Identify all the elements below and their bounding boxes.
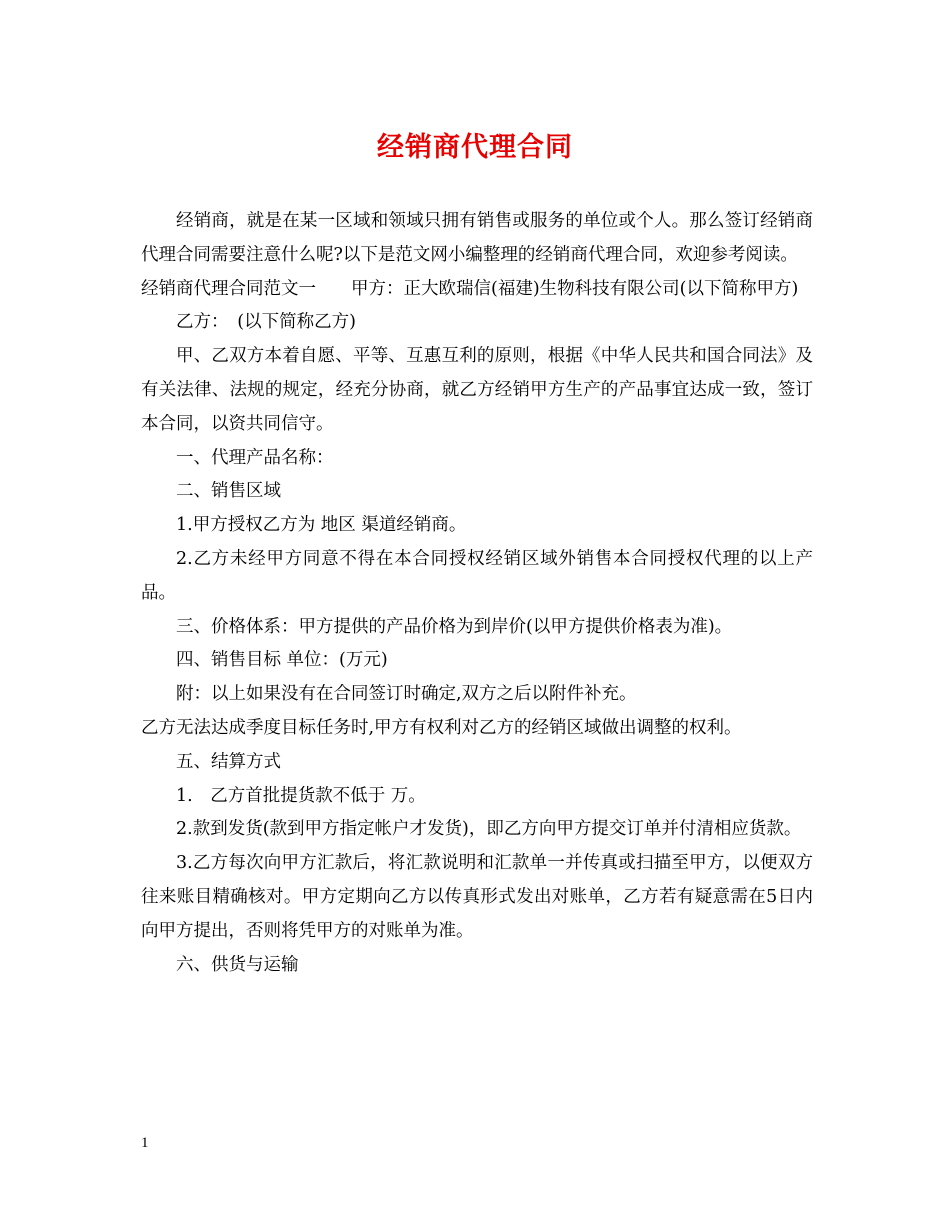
- document-title: 经销商代理合同: [377, 132, 573, 163]
- paragraph: 甲、乙双方本着自愿、平等、互惠互利的原则，根据《中华人民共和国合同法》及有关法律、法规的规定，经充分协商，就乙方经销甲方生产的产品事宜达成一致，签订本合同，以资共同信守。: [141, 346, 813, 434]
- paragraph: 经销商，就是在某一区域和领域只拥有销售或服务的单位或个人。那么签订经销商代理合同需要注意什么呢?以下是范文网小编整理的经销商代理合同，欢迎参考阅读。: [141, 211, 813, 265]
- paragraph: 1.甲方授权乙方为 地区 渠道经销商。: [176, 515, 467, 536]
- paragraph: 乙方： (以下简称乙方): [176, 312, 356, 333]
- paragraph: 三、价格体系：甲方提供的产品价格为到岸价(以甲方提供价格表为准)。: [176, 616, 733, 637]
- paragraph: 五、结算方式: [176, 751, 281, 772]
- paragraph: 1. 乙方首批提货款不低于 万。: [176, 785, 426, 806]
- paragraph: 2.款到发货(款到甲方指定帐户才发货)，即乙方向甲方提交订单并付清相应货款。: [176, 819, 802, 840]
- document-body: [141, 205, 813, 982]
- paragraph: 一、代理产品名称：: [176, 447, 334, 468]
- paragraph: 乙方无法达成季度目标任务时,甲方有权利对乙方的经销区域做出调整的权利。: [141, 717, 742, 738]
- paragraph: 3.乙方每次向甲方汇款后，将汇款说明和汇款单一并传真或扫描至甲方，以便双方往来账目精确核对。甲方定期向乙方以传真形式发出对账单，乙方若有疑意需在5日内向甲方提出，否则将凭甲方的对账单为准。: [141, 853, 813, 941]
- paragraph: 四、销售目标 单位：(万元): [176, 650, 388, 671]
- paragraph: 六、供货与运输: [176, 954, 299, 975]
- paragraph: 经销商代理合同范文一 甲方：正大欧瑞信(福建)生物科技有限公司(以下简称甲方): [141, 278, 799, 299]
- page-number: 1: [141, 1135, 149, 1151]
- paragraph: 2.乙方未经甲方同意不得在本合同授权经销区域外销售本合同授权代理的以上产品。: [141, 548, 813, 603]
- paragraph: 附：以上如果没有在合同签订时确定,双方之后以附件补充。: [176, 684, 637, 705]
- paragraph: 二、销售区域: [176, 481, 281, 502]
